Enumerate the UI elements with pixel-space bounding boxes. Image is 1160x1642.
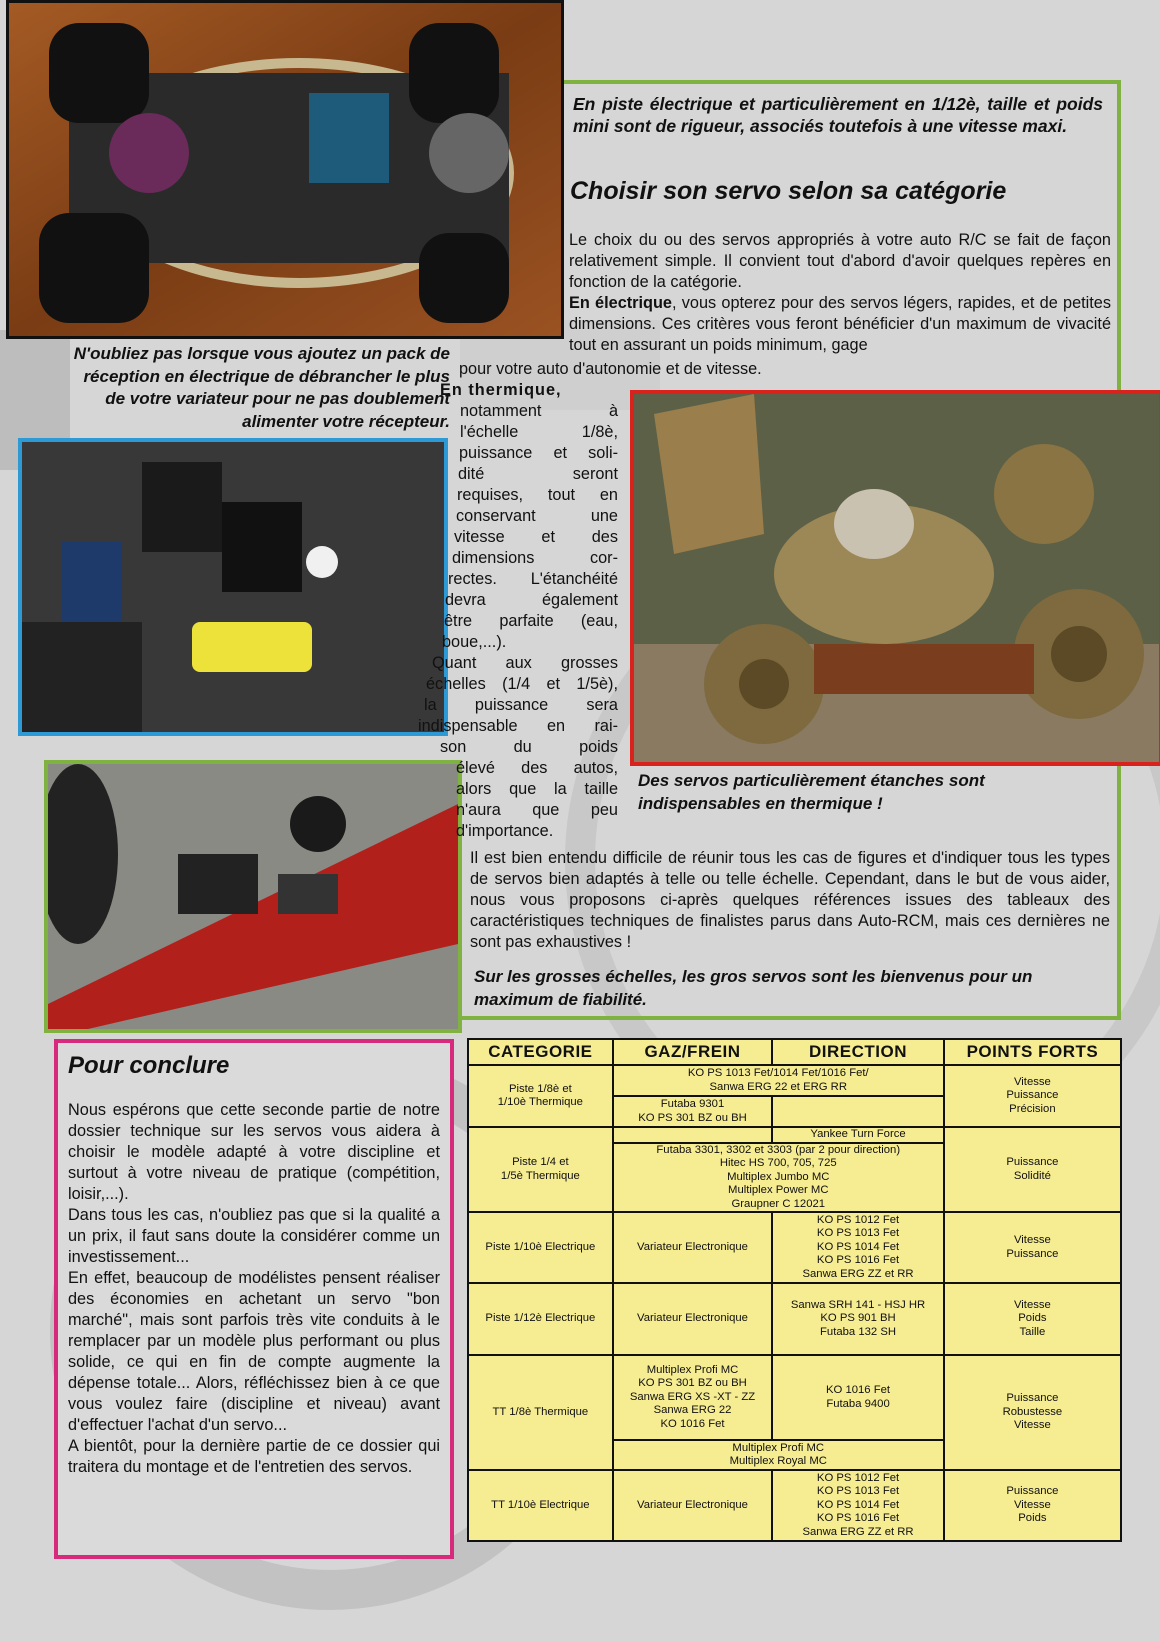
thermique-line: dimensions cor- bbox=[452, 549, 618, 567]
intro-caption: En piste électrique et particulièrement en 1/12è, taille et poids mini sont de rigueur, associés toutefois à une vitesse maxi. bbox=[573, 94, 1103, 136]
cell-span: Multiplex Profi MC Multiplex Royal MC bbox=[613, 1440, 944, 1470]
servo-table bbox=[467, 1038, 1122, 1542]
para-cas: Il est bien entendu difficile de réunir tous les cas de figures et d'indiquer tous les types de servos bien adaptés à telle ou telle échelle. Cependant, dans le but de vous aider, nous vous proposons ci-après quelques références issues des tableaux des caractéristiques techniques de finalistes parus dans Auto-RCM, mais ces dernières ne sont pas exhaustives ! bbox=[470, 849, 1110, 951]
para-choix: Le choix du ou des servos appropriés à votre auto R/C se fait de façon relativement simple. Il convient tout d'abord d'avoir quelques repères en fonction de la catégorie. bbox=[569, 231, 1111, 291]
conclusion-para: En effet, beaucoup de modélistes pensent réaliser des économies en achetant un servo "bon marché", mais sont parfois très vite conduits à le remplacer par un modèle plus performant ou plus solide, ce qui en fin de compte augmente la dépense totale... Alors, réfléchissez bien à ce que vous voulez faire (discipline et niveau) avant d'effectuer l'achat d'un servo... bbox=[68, 1269, 440, 1434]
thermique-column bbox=[440, 380, 618, 401]
conclusion-text bbox=[68, 1100, 440, 1478]
cell-direction: Yankee Turn Force bbox=[772, 1127, 943, 1143]
thermique-line: d'importance. bbox=[456, 822, 554, 840]
cell-span: Futaba 3301, 3302 et 3303 (par 2 pour direction) Hitec HS 700, 705, 725 Multiplex Jumbo MC Multiplex Power MC Graupner C 12021 bbox=[613, 1143, 944, 1212]
photo-muddy-buggy bbox=[630, 390, 1160, 766]
thermique-lines bbox=[400, 401, 618, 842]
cell-gaz: Variateur Electronique bbox=[613, 1283, 773, 1355]
thermique-line: notamment à bbox=[460, 402, 618, 420]
para-electrique-end: pour votre auto d'autonomie et de vitesse. bbox=[459, 360, 762, 378]
cell-direction: KO PS 1012 Fet KO PS 1013 Fet KO PS 1014 Fet KO PS 1016 Fet Sanwa ERG ZZ et RR bbox=[772, 1212, 943, 1283]
thermique-line: n'aura que peu bbox=[456, 801, 618, 819]
table-header-row bbox=[468, 1039, 1121, 1065]
thermique-line: rectes. L'étanchéité bbox=[448, 570, 618, 588]
thermique-line: devra également bbox=[445, 591, 618, 609]
cell-points: Puissance Vitesse Poids bbox=[944, 1470, 1121, 1541]
para-electrique-text: , vous opterez pour des servos légers, rapides, et de petites dimensions. Ces critères vous feront bénéficier d'un maximum de vivacité tout en assurant un poids minimum, gage bbox=[569, 294, 1111, 354]
cell-points: Vitesse Poids Taille bbox=[944, 1283, 1121, 1355]
cell-points: Vitesse Puissance bbox=[944, 1212, 1121, 1283]
cell-gaz: Futaba 9301 KO PS 301 BZ ou BH bbox=[613, 1096, 773, 1127]
conclusion-para: Dans tous les cas, n'oubliez pas que si la qualité a un prix, il faut sans doute la considérer comme un investissement... bbox=[68, 1206, 440, 1266]
cell-gaz: Multiplex Profi MC KO PS 301 BZ ou BH Sanwa ERG XS -XT - ZZ Sanwa ERG 22 KO 1016 Fet bbox=[613, 1355, 773, 1440]
cell-span: KO PS 1013 Fet/1014 Fet/1016 Fet/ Sanwa ERG 22 et ERG RR bbox=[613, 1065, 944, 1096]
conclusion-heading: Pour conclure bbox=[68, 1052, 230, 1079]
thermique-line: l'échelle 1/8è, bbox=[460, 423, 618, 441]
header-direction: DIRECTION bbox=[772, 1039, 943, 1065]
cell-direction bbox=[772, 1096, 943, 1127]
cell-points: Vitesse Puissance Précision bbox=[944, 1065, 1121, 1127]
header-categorie: CATEGORIE bbox=[468, 1039, 613, 1065]
thermique-line: être parfaite (eau, bbox=[444, 612, 618, 630]
header-gaz-frein: GAZ/FREIN bbox=[613, 1039, 773, 1065]
thermique-line: Quant aux grosses bbox=[432, 654, 618, 672]
thermique-line: alors que la taille bbox=[456, 780, 618, 798]
conclusion-box bbox=[54, 1039, 454, 1559]
caption-reception: N'oubliez pas lorsque vous ajoutez un pack de réception en électrique de débrancher le plus de votre variateur pour ne pas doublement alimenter votre récepteur. bbox=[73, 344, 450, 431]
cell-categorie: TT 1/8è Thermique bbox=[468, 1355, 613, 1470]
thermique-line: indispensable en rai- bbox=[418, 717, 618, 735]
thermique-line: vitesse et des bbox=[454, 528, 618, 546]
cell-gaz-empty bbox=[613, 1127, 773, 1143]
table-row bbox=[468, 1127, 1121, 1143]
thermique-line: échelles (1/4 et 1/5è), bbox=[426, 675, 618, 693]
cell-categorie: Piste 1/8è et 1/10è Thermique bbox=[468, 1065, 613, 1127]
thermique-line: son du poids bbox=[440, 738, 618, 756]
thermique-line: boue,...). bbox=[442, 633, 507, 651]
table-row bbox=[468, 1470, 1121, 1541]
cell-gaz: Variateur Electronique bbox=[613, 1212, 773, 1283]
cell-direction: KO 1016 Fet Futaba 9400 bbox=[772, 1355, 943, 1440]
table-row bbox=[468, 1065, 1121, 1096]
thermique-line: la puissance sera bbox=[424, 696, 618, 714]
cell-gaz: Variateur Electronique bbox=[613, 1470, 773, 1541]
header-points-forts: POINTS FORTS bbox=[944, 1039, 1121, 1065]
photo-reception-pack bbox=[18, 438, 448, 736]
cell-points: Puissance Robustesse Vitesse bbox=[944, 1355, 1121, 1470]
main-heading: Choisir son servo selon sa catégorie bbox=[570, 177, 1007, 205]
cell-categorie: TT 1/10è Electrique bbox=[468, 1470, 613, 1541]
keyword-thermique: En thermique, bbox=[440, 381, 562, 399]
thermique-line: dité seront bbox=[458, 465, 618, 483]
cell-direction: KO PS 1012 Fet KO PS 1013 Fet KO PS 1014 Fet KO PS 1016 Fet Sanwa ERG ZZ et RR bbox=[772, 1470, 943, 1541]
cell-categorie: Piste 1/12è Electrique bbox=[468, 1283, 613, 1355]
thermique-line: puissance et soli- bbox=[459, 444, 618, 462]
thermique-line: conservant une bbox=[456, 507, 618, 525]
caption-etanche: Des servos particulièrement étanches sont indispensables en thermique ! bbox=[638, 771, 985, 813]
intro-text bbox=[569, 230, 1111, 356]
conclusion-para: Nous espérons que cette seconde partie de notre dossier technique sur les servos vous aidera à choisir le modèle adapté à votre discipline et surtout à votre niveau de pratique (compétition, loisir,...). bbox=[68, 1101, 440, 1203]
thermique-line: requises, tout en bbox=[457, 486, 618, 504]
table-row bbox=[468, 1212, 1121, 1283]
thermique-line: élevé des autos, bbox=[456, 759, 618, 777]
cell-direction: Sanwa SRH 141 - HSJ HR KO PS 901 BH Futaba 132 SH bbox=[772, 1283, 943, 1355]
cell-points: Puissance Solidité bbox=[944, 1127, 1121, 1212]
caption-grosses: Sur les grosses échelles, les gros servos sont les bienvenus pour un maximum de fiabilité. bbox=[474, 967, 1033, 1009]
green-frame-bottom-line bbox=[458, 1016, 1121, 1020]
para-electrique bbox=[569, 293, 1111, 356]
table-row bbox=[468, 1283, 1121, 1355]
table-row bbox=[468, 1355, 1121, 1440]
cell-categorie: Piste 1/10è Electrique bbox=[468, 1212, 613, 1283]
cell-categorie: Piste 1/4 et 1/5è Thermique bbox=[468, 1127, 613, 1212]
keyword-electrique: En électrique bbox=[569, 294, 672, 312]
conclusion-para: A bientôt, pour la dernière partie de ce dossier qui traitera du montage et de l'entretien des servos. bbox=[68, 1437, 440, 1476]
photo-electric-chassis bbox=[6, 0, 564, 339]
